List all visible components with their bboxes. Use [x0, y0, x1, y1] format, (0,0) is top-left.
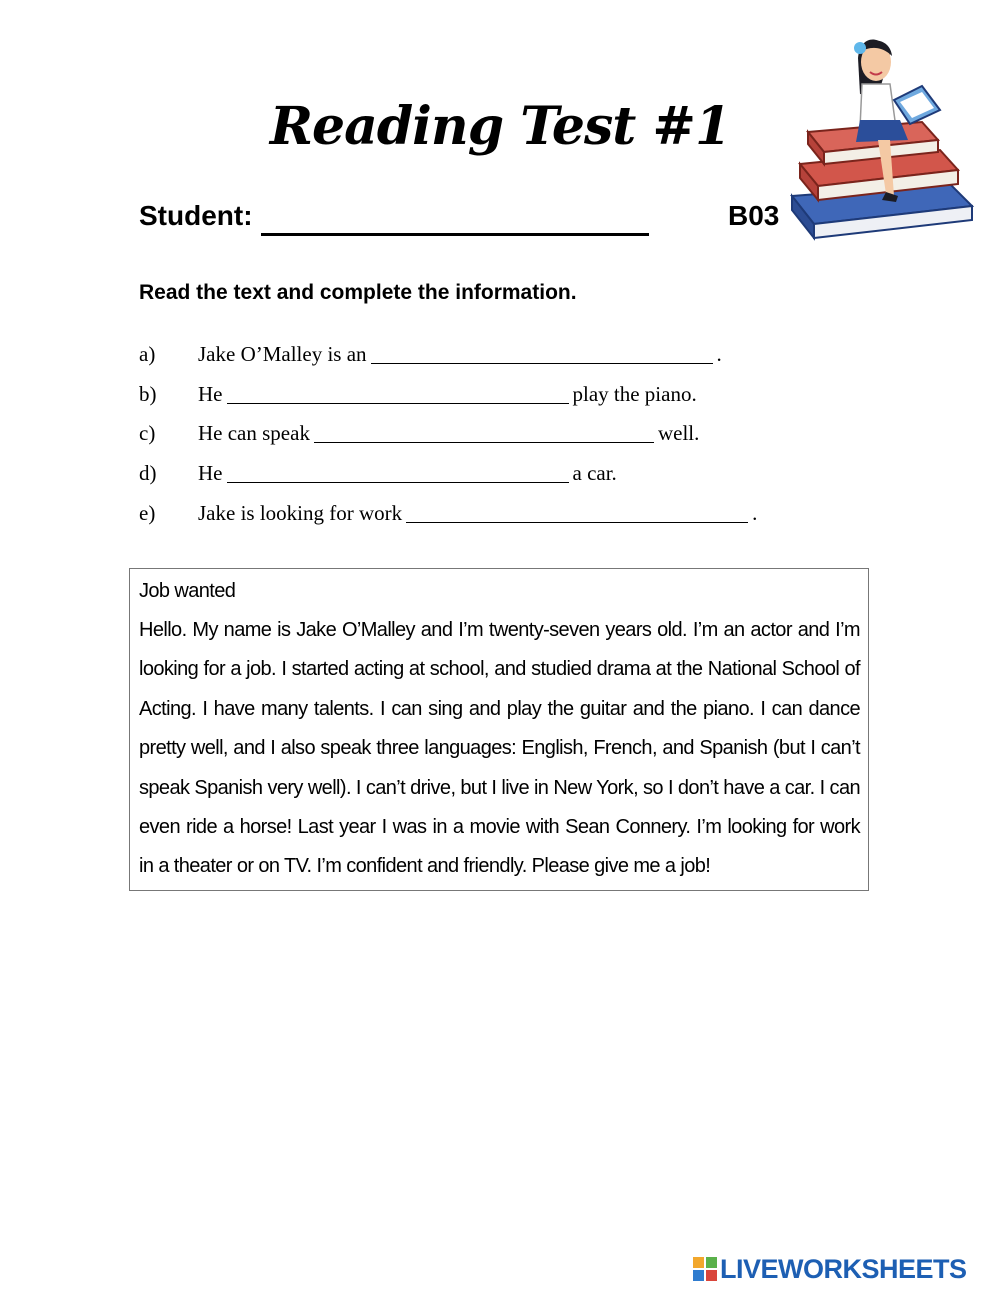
question-text-before: He	[198, 461, 223, 486]
student-name-field[interactable]	[261, 203, 649, 236]
question-e	[139, 493, 899, 533]
teacher-reading-books-illustration	[782, 24, 978, 244]
question-text-before: He can speak	[198, 421, 310, 446]
student-name-row	[139, 196, 649, 236]
question-text-after: play the piano.	[572, 381, 697, 406]
question-list	[139, 335, 899, 533]
question-letter: c)	[139, 421, 156, 446]
liveworksheets-logo	[692, 1252, 967, 1286]
student-label: Student:	[139, 200, 253, 231]
answer-blank-e[interactable]	[406, 504, 748, 523]
passage-body: Hello. My name is Jake O’Malley and I’m twenty-seven years old. I’m an actor and I’m looking for a job. I started acting at school, and studied drama at the National School of Acting. I have many talents. I can sing and play the guitar and the piano. I can dance pretty well, and I also speak three languages: English, French, and Spanish (but I can’t speak Spanish very well). I can’t drive, but I live in New York, so I don’t have a car. I can even ride a horse! Last year I was in a movie with Sean Connery. I’m looking for work in a theater or on TV. I’m confident and friendly. Please give me a job!	[139, 619, 860, 878]
question-text-after: .	[716, 342, 722, 367]
question-text-after: .	[752, 500, 758, 525]
answer-blank-c[interactable]	[314, 424, 654, 443]
passage-heading: Job wanted	[139, 580, 236, 602]
question-letter: b)	[139, 381, 157, 406]
answer-blank-d[interactable]	[227, 464, 569, 483]
worksheet-code: B03	[728, 200, 780, 231]
question-letter: a)	[139, 342, 156, 367]
question-letter: d)	[139, 461, 157, 486]
question-d	[139, 454, 899, 494]
question-text-before: He	[198, 381, 223, 406]
question-letter: e)	[139, 500, 156, 525]
question-text-before: Jake is looking for work	[198, 500, 403, 525]
reading-passage-box	[129, 568, 869, 891]
question-a	[139, 335, 899, 375]
question-b	[139, 375, 899, 415]
question-c	[139, 414, 899, 454]
question-text-after: well.	[657, 421, 700, 446]
answer-blank-a[interactable]	[371, 345, 713, 364]
question-text-after: a car.	[572, 461, 617, 486]
question-text-before: Jake O’Malley is an	[198, 342, 367, 367]
brand-name: LIVEWORKSHEETS	[720, 1253, 967, 1284]
instructions: Read the text and complete the information.	[139, 281, 577, 304]
liveworksheets-logo-icon	[692, 1256, 718, 1282]
page-title: Reading Test #1	[269, 96, 731, 157]
answer-blank-b[interactable]	[227, 385, 569, 404]
